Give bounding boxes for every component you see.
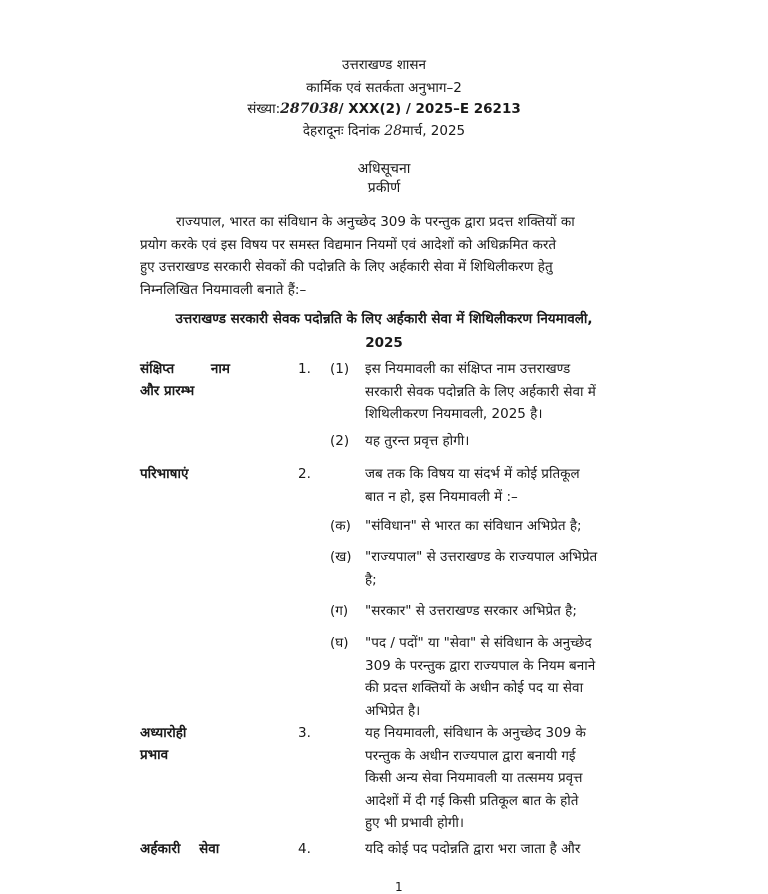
rule3-note-line1: अध्यारोही (140, 725, 187, 741)
rule2-ga-text: "सरकार" से उत्तराखण्ड सरकार अभिप्रेत है; (365, 603, 577, 619)
rule4-note-text: अर्हकारी सेवा (140, 841, 220, 857)
rule2-ka-label: (क) (330, 518, 351, 534)
rule2-gha-text (365, 632, 653, 722)
rule2-ka-text: "संविधान" से भारत का संविधान अभिप्रेत है; (365, 518, 582, 534)
text-line: आदेशों में दी गई किसी प्रतिकूल बात के होते (365, 792, 579, 809)
notification-title-text: अधिसूचना (357, 161, 411, 177)
text-line: जब तक कि विषय या संदर्भ में कोई प्रतिकूल (365, 466, 580, 482)
text-line: हुए भी प्रभावी होगी। (365, 815, 465, 831)
text-line: परन्तुक के अधीन राज्यपाल द्वारा बनायी गई (365, 747, 576, 764)
page-number: 1 (395, 880, 403, 894)
rule2-gha-label: (घ) (330, 635, 349, 651)
department-name-text: कार्मिक एवं सतर्कता अनुभाग–2 (306, 80, 462, 96)
preamble-paragraph (140, 211, 654, 301)
text-line: "राज्यपाल" से उत्तराखण्ड के राज्यपाल अभिप्रेत (365, 549, 598, 565)
handwritten-number: 287038 (280, 101, 339, 117)
government-name (0, 56, 768, 74)
rule1-note-line2: और प्रारम्भ (140, 383, 195, 399)
preamble-line: राज्यपाल, भारत का संविधान के अनुच्छेद 309 के परन्तुक द्वारा प्रदत्त शक्तियों का (176, 214, 575, 230)
text-line: "पद / पदों" या "सेवा" से संविधान के अनुच्छेद (365, 635, 592, 651)
government-name-text: उत्तराखण्ड शासन (341, 57, 426, 73)
rule3-note-line2: प्रभाव (140, 747, 169, 763)
text-line: 309 के परन्तुक द्वारा राज्यपाल के नियम बनाने (365, 657, 596, 674)
text-line: शिथिलीकरण नियमावली, 2025 है। (365, 406, 543, 422)
rule2-intro (365, 463, 653, 508)
rule2-kha-label: (ख) (330, 549, 352, 565)
reference-number-prefix: संख्या: (247, 101, 281, 117)
text-line: अभिप्रेत है। (365, 702, 421, 719)
text-line: यदि कोई पद पदोन्नति द्वारा भरा जाता है और (365, 841, 581, 857)
rule1-margin-note (140, 358, 280, 402)
rule1-number: 1. (298, 361, 311, 377)
rule1-sub1-label: (1) (330, 361, 350, 377)
notification-subtitle-text: प्रकीर्ण (367, 180, 401, 196)
notification-title (0, 160, 768, 178)
notification-subtitle (0, 179, 768, 197)
reference-number (0, 100, 768, 118)
text-line: है; (365, 571, 377, 588)
rule2-kha-text (365, 546, 653, 591)
preamble-line: निम्नलिखित नियमावली बनाते हैं:– (140, 281, 307, 298)
department-name (0, 79, 768, 97)
rule2-margin-note: परिभाषाएं (140, 466, 189, 482)
rule1-sub2-text: यह तुरन्त प्रवृत्त होगी। (365, 433, 470, 449)
rule4-number: 4. (298, 841, 311, 857)
rule2-number: 2. (298, 466, 311, 482)
handwritten-date: 28 (384, 123, 403, 139)
preamble-line: हुए उत्तराखण्ड सरकारी सेवकों की पदोन्नति के लिए अर्हकारी सेवा में शिथिलीकरण हेतु (140, 259, 553, 275)
rule1-sub2-label: (2) (330, 433, 350, 449)
rule4-margin-note (140, 838, 280, 860)
preamble-line: प्रयोग करके एवं इस विषय पर समस्त विद्यमान नियमों एवं आदेशों को अधिक्रमित करते (140, 236, 557, 253)
rules-title (0, 310, 768, 328)
rules-title-line2: 2025 (365, 335, 403, 351)
text-line: बात न हो, इस नियमावली में :– (365, 488, 518, 505)
rule1-note-line1: संक्षिप्त नाम (140, 361, 230, 377)
rule3-number: 3. (298, 725, 311, 741)
reference-number-suffix: / XXX(2) / 2025–E 26213 (338, 101, 521, 117)
rule4-text (365, 838, 653, 861)
place-date-suffix: मार्च, 2025 (402, 123, 466, 139)
place-date (0, 122, 768, 140)
rule1-sub1-text (365, 358, 653, 426)
text-line: किसी अन्य सेवा नियमावली या तत्समय प्रवृत्त (365, 770, 583, 786)
rule3-text (365, 722, 653, 835)
text-line: की प्रदत्त शक्तियों के अधीन कोई पद या सेवा (365, 680, 584, 696)
rules-title-year (0, 334, 768, 352)
place-date-prefix: देहरादूनः दिनांक (302, 123, 380, 139)
rule3-margin-note (140, 722, 280, 766)
rule2-ga-label: (ग) (330, 603, 349, 619)
text-line: इस नियमावली का संक्षिप्त नाम उत्तराखण्ड (365, 361, 571, 377)
text-line: सरकारी सेवक पदोन्नति के लिए अर्हकारी सेवा में (365, 383, 596, 400)
rules-title-line1: उत्तराखण्ड सरकारी सेवक पदोन्नति के लिए अर्हकारी सेवा में शिथिलीकरण नियमावली, (175, 311, 593, 327)
text-line: यह नियमावली, संविधान के अनुच्छेद 309 के (365, 725, 586, 741)
